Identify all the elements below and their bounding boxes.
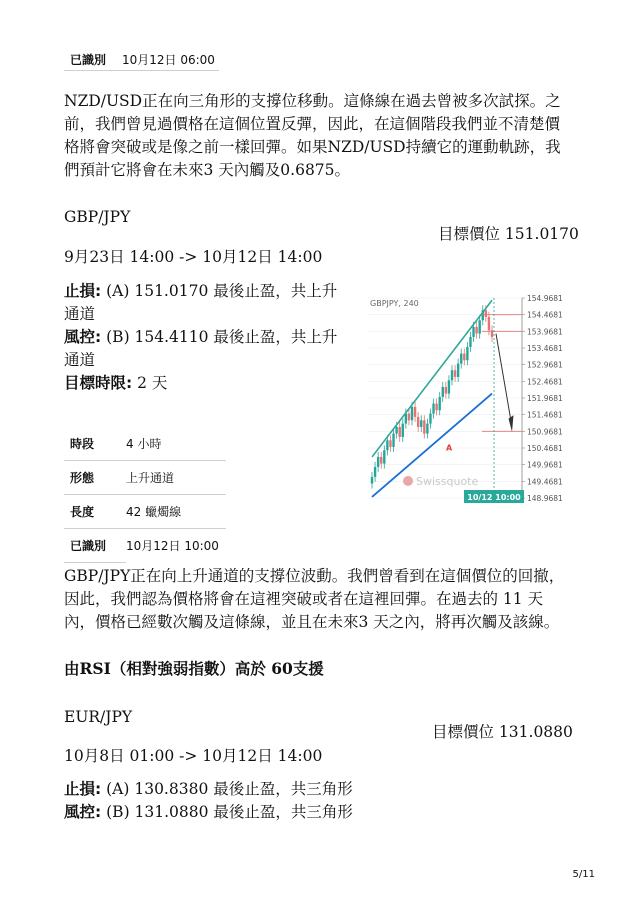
candle-body xyxy=(457,364,459,377)
identified-row xyxy=(70,51,215,68)
candle-body xyxy=(448,380,450,393)
identified-value: 10月12日 06:00 xyxy=(122,53,215,67)
gbp-target: 目標價位 151.0170 xyxy=(438,225,579,243)
candle-body xyxy=(442,387,444,397)
gbp-horizon-value: 2 天 xyxy=(132,374,168,392)
chart-title: GBPJPY, 240 xyxy=(370,299,419,308)
candle-body xyxy=(435,404,437,411)
gbp-rsi-note: 由RSI（相對強弱指數）高於 60支援 xyxy=(64,659,324,678)
gbp-stop-line xyxy=(64,280,349,326)
gbp-levels xyxy=(64,280,349,395)
candle-body xyxy=(475,327,477,334)
candle-body xyxy=(463,354,465,361)
gbpjpy-chart xyxy=(364,292,574,504)
table-key: 已識別 xyxy=(64,529,126,563)
gbp-horizon-line xyxy=(64,372,349,395)
candle-body xyxy=(377,457,379,467)
y-tick-label: 150.9681 xyxy=(527,427,563,437)
table-key: 時段 xyxy=(64,427,126,461)
candle-body xyxy=(417,417,419,427)
candle-body xyxy=(438,397,440,410)
y-tick-label: 154.4681 xyxy=(527,310,563,320)
x-highlight-label: 10/12 10:00 xyxy=(467,493,521,502)
identified-label: 已識別 xyxy=(70,53,107,67)
candle-body xyxy=(402,424,404,437)
candle-body xyxy=(371,477,373,484)
candle-body xyxy=(445,387,447,394)
candle-body xyxy=(469,337,471,347)
table-row xyxy=(64,427,226,461)
y-tick-label: 153.9681 xyxy=(527,327,563,337)
candle-body xyxy=(411,407,413,420)
candle-body xyxy=(460,354,462,364)
eur-risk-line xyxy=(64,801,384,824)
candle-body xyxy=(478,320,480,333)
candle-body xyxy=(420,420,422,427)
watermark-logo-icon xyxy=(403,476,413,486)
candle-body xyxy=(374,467,376,477)
gbp-horizon-label: 目標時限: xyxy=(64,374,133,392)
eur-period: 10月8日 01:00 -> 10月12日 14:00 xyxy=(64,747,323,765)
candle-body xyxy=(488,317,490,330)
candle-body xyxy=(392,434,394,447)
watermark-text: Swissquote xyxy=(416,475,479,488)
candle-body xyxy=(423,420,425,433)
candle-body xyxy=(380,457,382,464)
candle-body xyxy=(466,347,468,360)
candle-body xyxy=(398,427,400,437)
chart-svg xyxy=(364,292,574,504)
eur-stop-value: (A) 130.8380 最後止盈，共三角形 xyxy=(101,780,353,798)
candle-body xyxy=(426,424,428,434)
y-tick-label: 154.9681 xyxy=(527,294,563,303)
candle-body xyxy=(432,404,434,414)
gbp-stop-value: (A) 151.0170 最後止盈，共上升通道 xyxy=(64,282,338,323)
candle-body xyxy=(383,450,385,463)
candle-body xyxy=(389,440,391,447)
gbp-info-table xyxy=(64,427,226,563)
y-tick-label: 148.9681 xyxy=(527,494,563,503)
gbp-period: 9月23日 14:00 -> 10月12日 14:00 xyxy=(64,248,323,266)
candle-body xyxy=(451,370,453,380)
eur-pair-heading: EUR/JPY xyxy=(64,708,133,726)
nzd-paragraph: NZD/USD正在向三角形的支撐位移動。這條線在過去曾被多次試探。之前，我們曾見過價格在這個位置反彈，因此，在這個階段我們並不清楚價格將會突破或是像之前一樣回彈。如果NZD/USD持續它的運動軌跡，我們預計它將會在未來3 天內觸及0.6875。 xyxy=(64,92,561,179)
table-row xyxy=(64,461,226,495)
table-row xyxy=(64,495,226,529)
table-key: 形態 xyxy=(64,461,126,495)
y-tick-label: 151.4681 xyxy=(527,410,563,420)
eur-stop-label: 止損: xyxy=(64,780,102,798)
table-value: 4 小時 xyxy=(126,427,226,461)
gbp-stop-label: 止損: xyxy=(64,282,102,300)
y-tick-label: 151.9681 xyxy=(527,394,563,403)
y-tick-label: 149.4681 xyxy=(527,477,563,487)
table-value: 42 蠟燭線 xyxy=(126,495,226,529)
y-tick-label: 153.4681 xyxy=(527,344,563,353)
eur-levels xyxy=(64,778,384,824)
eur-stop-line xyxy=(64,778,384,801)
table-row xyxy=(64,529,226,563)
table-value: 上升通道 xyxy=(126,461,226,495)
eur-risk-label: 風控: xyxy=(64,803,102,821)
candle-body xyxy=(485,310,487,317)
table-key: 長度 xyxy=(64,495,126,529)
y-tick-label: 149.9681 xyxy=(527,460,563,470)
candle-body xyxy=(395,427,397,434)
y-tick-label: 150.4681 xyxy=(527,444,563,453)
y-tick-label: 152.9681 xyxy=(527,360,563,370)
y-tick-label: 152.4681 xyxy=(527,377,563,387)
eur-risk-value: (B) 131.0880 最後止盈，共三角形 xyxy=(101,803,353,821)
table-value: 10月12日 10:00 xyxy=(126,539,219,554)
candle-body xyxy=(408,414,410,421)
gbp-risk-label: 風控: xyxy=(64,328,102,346)
candle-body xyxy=(454,370,456,377)
gbp-pair-heading: GBP/JPY xyxy=(64,208,131,226)
gbp-risk-line xyxy=(64,326,349,372)
divider xyxy=(64,70,219,71)
page-number: 5/11 xyxy=(572,869,595,880)
annotation-a: A xyxy=(446,443,453,453)
candle-body xyxy=(386,440,388,450)
candle-body xyxy=(472,327,474,337)
eur-target: 目標價位 131.0880 xyxy=(432,723,573,741)
candle-body xyxy=(414,407,416,417)
gbp-risk-value: (B) 154.4110 最後止盈，共上升通道 xyxy=(64,328,338,369)
candle-body xyxy=(429,414,431,424)
gbp-paragraph: GBP/JPY正在向上升通道的支撐位波動。我們曾看到在這個價位的回撤，因此，我們認為價格將會在這裡突破或者在這裡回彈。在過去的 11 天內，價格已經數次觸及這條線，並且在未來3 天之內，將再次觸及該線。 xyxy=(64,567,565,631)
